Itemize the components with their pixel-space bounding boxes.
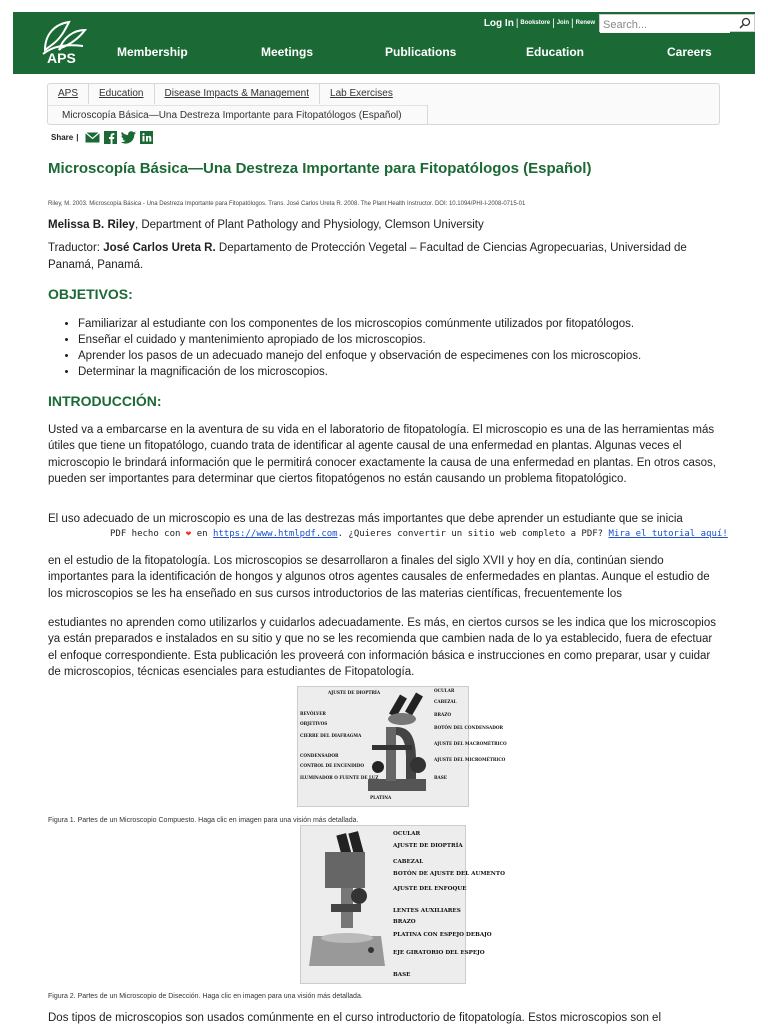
- list-item: • Aprender los pasos de un adecuado manejo del enfoque y observación de especimenes con los microscopios.: [78, 348, 641, 364]
- list-item: • Familiarizar al estudiante con los componentes de los microscopios comúnmente utilizados por fitopatólogos.: [78, 316, 641, 332]
- nav-meetings[interactable]: Meetings: [261, 45, 314, 59]
- separator: |: [552, 17, 555, 29]
- fig2-label: EJE GIRATORIO DEL ESPEJO: [393, 950, 485, 956]
- figure-1-caption: Figura 1. Partes de un Microscopio Compuesto. Haga clic en imagen para una visión más detallada.: [48, 817, 359, 824]
- fig2-label: CABEZAL: [393, 859, 424, 865]
- fig1-label: CIERRE DEL DIAFRAGMA: [300, 733, 362, 738]
- login-link[interactable]: Log In: [483, 17, 514, 29]
- fig1-label: AJUSTE DE DIOPTRÍA: [328, 690, 381, 695]
- objetivos-list: [78, 316, 641, 380]
- linkedin-icon[interactable]: [140, 131, 153, 144]
- figure-2-caption: Figura 2. Partes de un Microscopio de Disección. Haga clic en imagen para una visión más detallada.: [48, 993, 363, 1000]
- dissecting-microscope-image: [301, 826, 505, 985]
- breadcrumb-education[interactable]: Education: [89, 84, 154, 104]
- nav-education[interactable]: Education: [526, 45, 585, 59]
- intro-heading: INTRODUCCIÓN:: [48, 393, 162, 409]
- email-icon[interactable]: [85, 131, 100, 144]
- join-link[interactable]: Join: [556, 20, 570, 26]
- fig2-label: BOTÓN DE AJUSTE DEL AUMENTO: [393, 871, 505, 877]
- search-box: [599, 14, 755, 32]
- list-item: • Enseñar el cuidado y mantenimiento apropiado de los microscopios.: [78, 332, 641, 348]
- translator-line: [48, 240, 720, 274]
- fig2-label: PLATINA CON ESPEJO DEBAJO: [393, 932, 492, 938]
- fig1-label: CONDENSADOR: [300, 753, 339, 758]
- author-line: [48, 219, 484, 231]
- logo-text: APS: [47, 50, 76, 66]
- fig1-label: PLATINA: [370, 795, 392, 800]
- site-header: [13, 12, 755, 74]
- fig1-label: ILUMINADOR O FUENTE DE LUZ: [300, 775, 379, 780]
- intro-paragraph-2a: El uso adecuado de un microscopio es una de las destrezas más importantes que debe aprender un estudiante que se inicia: [48, 513, 683, 525]
- translator-affiliation: Departamento de Protección Vegetal – Facultad de Ciencias Agropecuarias, Universidad de Panamá, Panamá.: [48, 242, 687, 271]
- tutorial-link[interactable]: Mira el tutorial aquí!: [608, 529, 728, 539]
- breadcrumb-aps[interactable]: APS: [48, 84, 89, 104]
- search-icon[interactable]: [739, 17, 751, 29]
- share-separator: |: [76, 133, 79, 142]
- facebook-icon[interactable]: [104, 131, 117, 144]
- fig1-label: BOTÓN DEL CONDENSADOR: [434, 725, 504, 730]
- search-input[interactable]: [600, 17, 730, 33]
- breadcrumb-lab-exercises[interactable]: Lab Exercises: [330, 88, 393, 99]
- author-affiliation: , Department of Plant Pathology and Physiology, Clemson University: [134, 219, 484, 231]
- fig1-label: OBJETIVOS: [300, 721, 328, 726]
- fig2-label: BASE: [393, 972, 411, 978]
- fig1-label: OCULAR: [434, 688, 455, 693]
- compound-microscope-image: [298, 687, 507, 808]
- fig1-label: AJUSTE DEL MICROMÉTRICO: [434, 757, 506, 762]
- fig1-label: CABEZAL: [434, 699, 457, 704]
- figure-1-compound-microscope[interactable]: [297, 686, 507, 807]
- fig1-label: CONTROL DE ENCENDIDO: [300, 763, 364, 768]
- breadcrumb-disease-impacts[interactable]: Disease Impacts & Management: [155, 84, 321, 104]
- bookstore-link[interactable]: Bookstore: [520, 20, 551, 26]
- nav-careers[interactable]: Careers: [667, 45, 712, 59]
- pdf-note-text: . ¿Quieres convertir un sitio web completo a PDF?: [337, 529, 609, 539]
- article-title: Microscopía Básica—Una Destreza Importante para Fitopatólogos (Español): [48, 160, 592, 177]
- pdf-note-text: PDF hecho con: [110, 529, 186, 539]
- heart-icon: ❤: [185, 529, 192, 539]
- renew-link[interactable]: Renew: [575, 20, 595, 26]
- closing-paragraph: Dos tipos de microscopios son usados comúnmente en el curso introductorio de fitopatología. Estos microscopios son el: [48, 1012, 662, 1024]
- fig1-label: AJUSTE DEL MACROMÉTRICO: [434, 741, 507, 746]
- nav-membership[interactable]: Membership: [117, 45, 188, 59]
- list-item: • Determinar la magnificación de los microscopios.: [78, 364, 641, 380]
- intro-paragraph-2c: estudiantes no aprenden como utilizarlos y cuidarlos adecuadamente. Es más, en ciertos cursos se les indica que los microscopios ya están preparados e instalados en su sitio y que no se les recomienda que cambien nada de lo ya establecido, fuera de efectuar el enfoque correspondiente. Esta publicación les proveerá con información básica e instrucciones en como preparar, usar y cuidar de microscopios, técnicas esenciales para estudiantes de Fitopatología.: [48, 617, 716, 678]
- fig2-label: AJUSTE DEL ENFOQUE: [393, 886, 467, 892]
- fig1-label: BASE: [434, 775, 448, 780]
- objetivos-heading: OBJETIVOS:: [48, 286, 133, 302]
- twitter-icon[interactable]: [121, 131, 136, 144]
- intro-paragraph-1: Usted va a embarcarse en la aventura de su vida en el laboratorio de fitopatología. El microscopio es una de las herramientas más útiles que tiene un fitopatólogo, cuando trata de identificar al agente causal de una enfermedad en plantas. Algunas veces el microscopio le brindará información que le permitirá conocer exactamente la causa de una enfermedad en plantas. En otros casos, pueden ser importantes para determinar que ciertos fitopatógenos no están causando un problema fitopatológico.: [48, 424, 717, 485]
- intro-paragraph-2b: en el estudio de la fitopatología. Los microscopios se desarrollaron a finales del siglo XVII y hoy en día, continúan siendo importantes para la identificación de hongos y algunos otros agentes causales de enfermedades en plantas. Aunque el estudio de los microscopios se les ha enseñado en sus cursos introductorios de las materias científicas, frecuentemente los: [48, 555, 710, 600]
- translator-label: Traductor:: [48, 242, 104, 254]
- figure-2-dissecting-microscope[interactable]: [300, 825, 505, 984]
- utility-bar: [484, 12, 755, 34]
- fig2-label: LENTES AUXILIARES: [393, 908, 461, 914]
- breadcrumb-current: Microscopía Básica—Una Destreza Importante para Fitopatólogos (Español): [48, 105, 428, 125]
- fig1-label: BRAZO: [434, 712, 451, 717]
- share-bar: [51, 131, 153, 144]
- pdf-note-text: en: [191, 529, 213, 539]
- nav-publications[interactable]: Publications: [385, 45, 457, 59]
- fig2-label: OCULAR: [393, 831, 421, 837]
- main-nav: [13, 42, 755, 66]
- fig1-label: REVÓLVER: [300, 711, 326, 716]
- translator-name: José Carlos Ureta R.: [103, 242, 216, 254]
- separator: |: [515, 17, 519, 29]
- fig2-label: AJUSTE DE DIOPTRÍA: [393, 843, 463, 849]
- pdf-note: [110, 529, 728, 539]
- separator: |: [571, 17, 574, 29]
- fig2-label: BRAZO: [393, 919, 416, 925]
- author-name: Melissa B. Riley: [48, 219, 135, 231]
- share-label: Share: [51, 133, 74, 142]
- citation: Riley, M. 2003. Microscopía Básica - Una Destreza Importante para Fitopatólogos. Trans. José Carlos Ureta R. 2008. The Plant Health Instructor. DOI: 10.1094/PHI-I-2008-0715-01: [48, 201, 526, 207]
- htmlpdf-link[interactable]: https://www.htmlpdf.com: [212, 529, 338, 539]
- breadcrumb: [47, 83, 720, 125]
